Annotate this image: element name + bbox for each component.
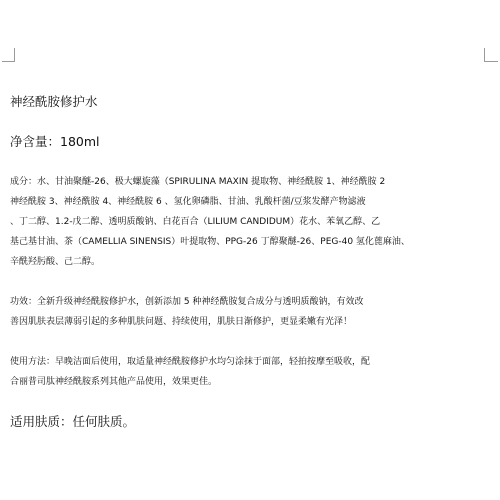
ingredients-line: 、丁二醇、1.2-戊二醇、透明质酸钠、白花百合（LILIUM CANDIDUM）花水、苯氧乙醇、乙 — [10, 217, 381, 227]
efficacy-line: 善因肌肤表层薄弱引起的多种肌肤问题、持续使用，肌肤日渐修护，更显柔嫩有光泽！ — [10, 317, 353, 327]
ingredients-paragraph — [10, 172, 494, 272]
usage-line: 使用方法：早晚洁面后使用，取适量神经酰胺修护水均匀涂抹于面部，轻拍按摩至吸收，配 — [10, 357, 371, 367]
crop-mark-top-left — [14, 48, 15, 62]
suitable-skin: 适用肤质：任何肤质。 — [10, 414, 136, 429]
ingredients-line: 基己基甘油、茶（CAMELLIA SINENSIS）叶提取物、PPG-26 丁醇聚醚-26、PEG-40 氢化蓖麻油、 — [10, 237, 410, 247]
ingredients-line: 神经酰胺 3、神经酰胺 4、神经酰胺 6 、氢化卵磷脂、甘油、乳酸杆菌/豆浆发酵产物滤液 — [10, 197, 366, 207]
efficacy-paragraph — [10, 292, 494, 332]
crop-mark-top-left — [2, 61, 15, 62]
crop-mark-top-right — [484, 61, 498, 62]
usage-line: 合丽普司肽神经酰胺系列其他产品使用，效果更佳。 — [10, 377, 218, 387]
document-body[interactable] — [10, 92, 494, 432]
usage-paragraph — [10, 352, 494, 392]
net-content: 净含量：180ml — [10, 134, 100, 149]
ingredients-line: 成分：水、甘油聚醚-26、极大螺旋藻（SPIRULINA MAXIN 提取物、神经酰胺 1、神经酰胺 2 — [10, 177, 386, 187]
efficacy-line: 功效：全新升级神经酰胺修护水，创新添加 5 种神经酰胺复合成分与透明质酸钠，有效改 — [10, 297, 364, 307]
crop-mark-top-right — [484, 48, 485, 62]
ingredients-line: 辛酰羟肟酸、己二醇。 — [10, 257, 101, 267]
product-title: 神经酰胺修护水 — [10, 94, 98, 109]
